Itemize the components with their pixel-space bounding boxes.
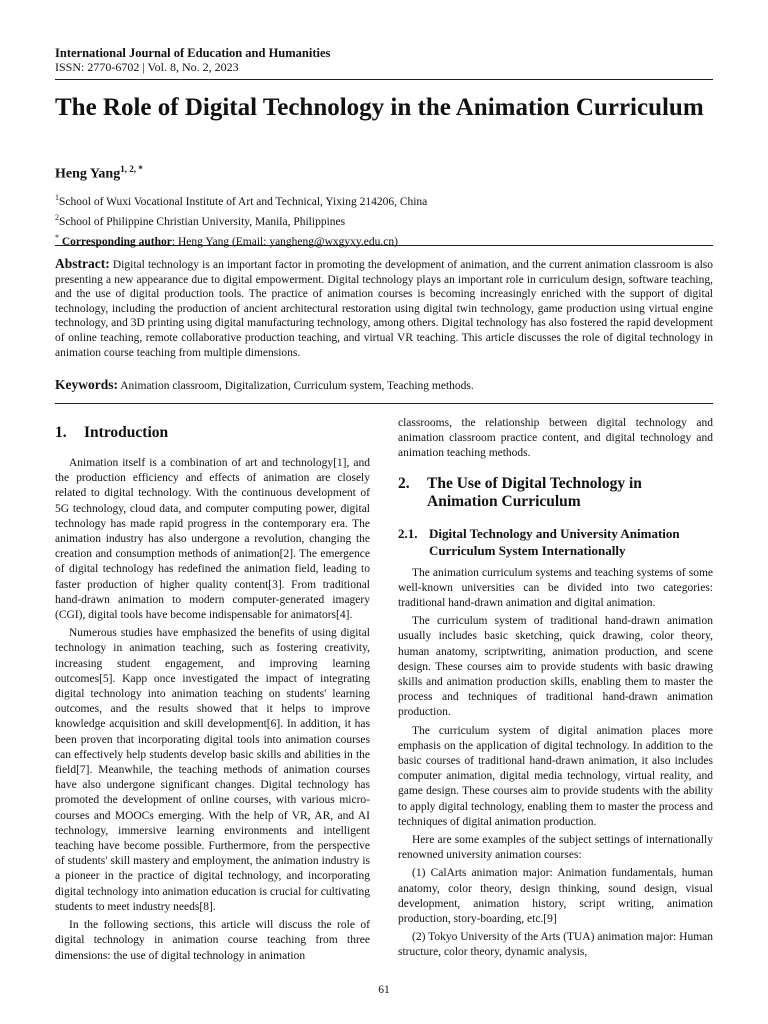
paragraph: The curriculum system of digital animation places more emphasis on the application of digital technology. In addition to the basic courses of traditional hand-drawn animation, it also includes computer animation, digital media technology, virtual reality, and game design. These courses aim to provide students with the ability to apply digital technology, enabling them to master the process and techniques of digital animation production. <box>398 724 713 828</box>
abstract-bottom-rule <box>55 403 713 404</box>
paper-title: The Role of Digital Technology in the Animation Curriculum <box>55 94 704 121</box>
paragraph: Numerous studies have emphasized the benefits of using digital technology in animation teaching, such as fostering creativity, increasing student engagement, and improving learning outcomes[5]. Kapp once investigated the impact of integrating digital technology into animation teaching on students' learning outcomes, and the results showed that it helps to improve knowledge acquisition and skill development[6]. In addition, it has been proven that incorporating digital tools into animation courses can effectively help students develop basic skills and abilities in the field[7]. Meanwhile, the teaching methods of animation courses have also undergone significant changes. Digital technology has promoted the development of online courses, with various micro-courses and MOOCs emerging. With the help of VR, AR, and AI technology, immersive learning environments and intelligent teaching have become possible. Furthermore, from the perspective of students' skill mastery and employment, the animation industry is a pioneer in the practice of digital technology, and incorporating digital technology into animation education is crucial for cultivating students to meet industry needs[8]. <box>55 627 370 913</box>
keywords <box>55 377 713 394</box>
section-number: 2. <box>398 474 410 492</box>
section-2-heading <box>398 475 713 511</box>
section-title: The Use of Digital Technology in Animation Curriculum <box>427 474 642 510</box>
affiliation-1: $^1$School of Wuxi Vocational Institute of Art and Technical, Yixing 214206, China <box>55 193 428 208</box>
keywords-text: Animation classroom, Digitalization, Curriculum system, Teaching methods. <box>120 380 474 392</box>
subsection-number: 2.1. <box>398 525 418 541</box>
abstract <box>55 257 713 360</box>
section-title: Introduction <box>84 424 169 441</box>
header-rule <box>55 79 713 80</box>
author <box>55 164 143 183</box>
journal-name: International Journal of Education and Humanities <box>55 46 331 60</box>
paragraph: In the following sections, this article will discuss the role of digital technology in animation course teaching from three dimensions: the use of digital technology in animation <box>55 919 370 962</box>
affiliations <box>55 190 713 249</box>
section-1-heading <box>55 424 370 442</box>
running-header <box>55 46 713 74</box>
right-column <box>398 416 713 964</box>
abstract-text: Digital technology is an important factor in promoting the development of animation, and the current animation classroom is also presenting a new appearance due to digital empowerment. Digital technology plays an important role in curriculum design, software teaching, and the use of digital production tools. The practice of animation courses is becoming increasingly enriched with the support of digital technology, including the production of ancient architectural restoration using digital twin technology, game production using virtual engine technology, and 3D printing using digital manufacturing technology, among others. Digital technology has also fostered the rapid development of online teaching, remote collaborative production teaching, and virtual VR teaching. This article discusses the role of digital technology in animation course teaching from multiple dimensions. <box>55 259 714 359</box>
issn-volume: ISSN: 2770-6702 | Vol. 8, No. 2, 2023 <box>55 60 239 74</box>
abstract-label: Abstract: <box>55 256 110 271</box>
keywords-label: Keywords: <box>55 377 118 392</box>
paragraph-continuation: classrooms, the relationship between digital technology and animation classroom practice content, and digital technology and animation teaching methods. <box>398 417 713 460</box>
subsection-2-1-heading <box>398 525 713 559</box>
corresponding-author-info: : Heng Yang (Email: yangheng@wxgyxy.edu.cn) <box>171 235 398 248</box>
page-number: 61 <box>378 984 390 996</box>
author-affiliation-marks: 1, 2, * <box>120 164 143 174</box>
list-item: (1) CalArts animation major: Animation fundamentals, human anatomy, color theory, design thinking, sound design, visual development, animation history, script writing, animation production, story-boarding, etc.[9] <box>398 867 713 926</box>
paragraph: Animation itself is a combination of art and technology[1], and the production efficiency and effects of animation are closely related to digital technology. With the continuous development of 5G technology, cloud data, and computer computing power, digital technology has made rapid progress in the contemporary era. The animation industry has also undergone a revolution, changing the creation and consumption methods of animation[2]. The emergence of digital technology has redefined the animation field, leading to faster production of higher quality content[3]. From traditional hand-drawn animation to modern computer-generated imagery (CGI), digital tools have become indispensable for animators[4]. <box>55 457 370 622</box>
left-column <box>55 424 370 967</box>
abstract-top-rule <box>55 245 713 246</box>
paragraph: Here are some examples of the subject settings of internationally renowned university animation courses: <box>398 834 713 862</box>
list-item: (2) Tokyo University of the Arts (TUA) animation major: Human structure, color theory, dynamic analysis, <box>398 931 713 959</box>
corresponding-author: * Corresponding author: Heng Yang (Email: yangheng@wxgyxy.edu.cn) <box>55 232 398 248</box>
affiliation-2: $^2$School of Philippine Christian University, Manila, Philippines <box>55 212 346 228</box>
paragraph: The animation curriculum systems and teaching systems of some well-known universities can be divided into two categories: traditional hand-drawn animation and digital animation. <box>398 566 713 610</box>
section-number: 1. <box>55 424 67 441</box>
paragraph: The curriculum system of traditional hand-drawn animation usually includes basic sketching, quick drawing, color theory, human anatomy, scriptwriting, animation production, and scene design. These courses aim to provide students with basic drawing skills and animation production skills, enabling them to master the process and techniques of traditional hand-drawn animation production. <box>398 615 713 719</box>
corresponding-author-label: Corresponding author <box>61 235 172 248</box>
subsection-title: Digital Technology and University Animation Curriculum System Internationally <box>429 525 680 558</box>
author-name: Heng Yang <box>55 166 121 182</box>
